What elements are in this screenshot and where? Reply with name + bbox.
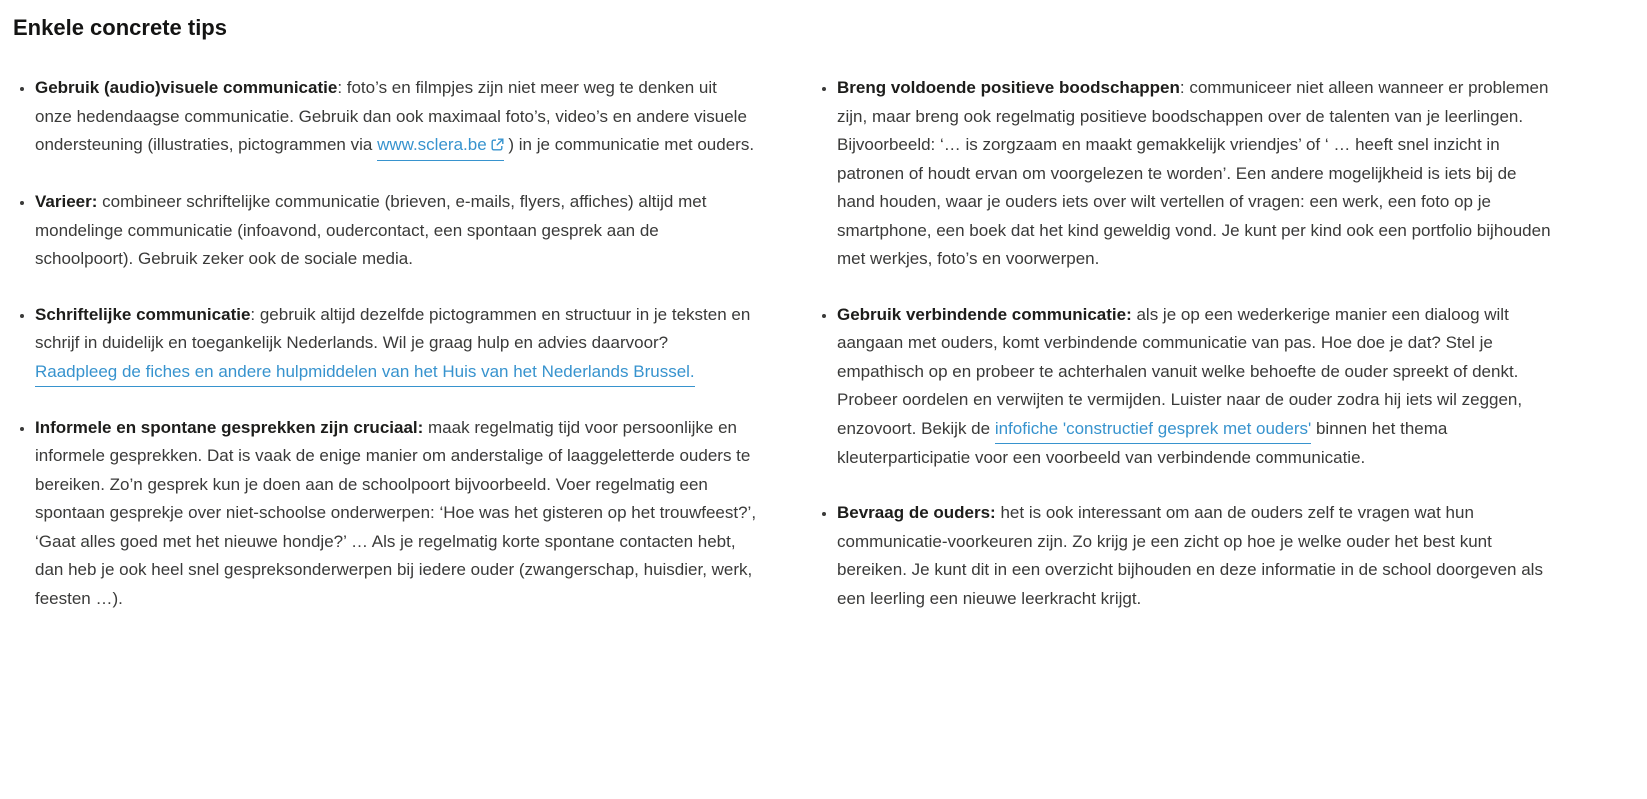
tip-text: : foto’s en filmpjes zijn niet meer weg te denken uit onze hedendaagse communicatie. Gebruik dan ook maximaal foto’s, video’s en andere visuele ondersteuning (illustraties, pictogrammen via bbox=[35, 78, 747, 154]
tip-text: ) in je communicatie met ouders. bbox=[503, 135, 755, 154]
bullet-icon bbox=[822, 87, 826, 91]
tip-text: maak regelmatig tijd voor persoonlijke en informele gesprekken. Dat is vaak de enige manier om anderstalige of laaggeletterde ouders te bereiken. Zo’n gesprek kun je doen aan de schoolpoort bijvoorbeeld. Voer regelmatig een spontaan gesprekje over niet-schoolse onderwerpen: ‘Hoe was het gisteren op het trouwfeest?’, ‘Gaat alles goed met het nieuwe hondje?’ … Als je regelmatig korte spontane contacten hebt, dan heb je ook heel snel gespreksonderwerpen bij iedere ouder (zwangerschap, huisdier, werk, feesten …). bbox=[35, 417, 757, 608]
bullet-icon bbox=[822, 314, 826, 318]
tip-lead: Gebruik (audio)visuele communicatie bbox=[35, 78, 338, 97]
tip-text: combineer schriftelijke communicatie (brieven, e-mails, flyers, affiches) altijd met mondelinge communicatie (infoavond, oudercontact, een spontaan gesprek aan de schoolpoort). Gebruik zeker ook de sociale media. bbox=[35, 192, 707, 268]
bullet-icon bbox=[20, 314, 24, 318]
list-item-verbindende-communicatie bbox=[815, 301, 1559, 473]
sclera-link[interactable] bbox=[377, 131, 504, 161]
tip-text: het is ook interessant om aan de ouders zelf te vragen wat hun communicatie-voorkeuren zijn. Zo krijg je een zicht op hoe je welke ouder het best kunt bereiken. Je kunt dit in een overzicht bijhouden en deze informatie in de school doorgeven als een leerling een nieuwe leerkracht krijgt. bbox=[837, 503, 1543, 608]
bullet-icon bbox=[822, 512, 826, 516]
tip-lead: Informele en spontane gesprekken zijn cruciaal: bbox=[35, 417, 424, 437]
tip-text: binnen het thema kleuterparticipatie voor een voorbeeld van verbindende communicatie. bbox=[837, 418, 1448, 467]
tip-lead: Gebruik verbindende communicatie: bbox=[837, 304, 1132, 324]
tip-lead: Bevraag de ouders: bbox=[837, 503, 996, 522]
tip-text: : communiceer niet alleen wanneer er problemen zijn, maar breng ook regelmatig positieve boodschappen over de talenten van je leerlingen. Bijvoorbeeld: ‘… is zorgzaam en maakt gemakkelijk vriendjes’ of ‘ … heeft snel inzicht in patronen of houdt ervan om voorgelezen te worden’. Een andere mogelijkheid is iets bij de hand houden, waar je ouders iets over wilt vertellen of vragen: een werk, een foto op je smartphone, een boek dat het kind geweldig vond. Je kunt per kind ook een portfolio bijhouden met werkjes, foto’s en voorwerpen. bbox=[837, 78, 1551, 268]
tip-lead: Breng voldoende positieve boodschappen bbox=[837, 78, 1180, 97]
huis-van-het-nederlands-link[interactable]: Raadpleeg de fiches en andere hulpmiddelen van het Huis van het Nederlands Brussel. bbox=[35, 358, 695, 387]
tips-column-left bbox=[13, 74, 757, 613]
list-item-schriftelijke-communicatie bbox=[13, 301, 757, 387]
list-item-varieer bbox=[13, 188, 757, 274]
list-item-audiovisuele-communicatie bbox=[13, 74, 757, 161]
list-item-positieve-boodschappen bbox=[815, 74, 1559, 274]
tips-column-right bbox=[815, 74, 1559, 613]
bullet-icon bbox=[20, 427, 24, 431]
infofiche-constructief-gesprek-link[interactable]: infofiche 'constructief gesprek met ouders' bbox=[995, 415, 1311, 444]
tip-text: : gebruik altijd dezelfde pictogrammen en structuur in je teksten en schrijf in duidelijk en toegankelijk Nederlands. Wil je graag hulp en advies daarvoor? bbox=[35, 304, 751, 352]
external-link-icon bbox=[491, 132, 504, 159]
link-label: www.sclera.be bbox=[377, 135, 487, 154]
tip-lead: Schriftelijke communicatie bbox=[35, 304, 251, 324]
list-item-informele-gesprekken bbox=[13, 414, 757, 614]
tips-columns bbox=[13, 74, 1559, 613]
tip-text: als je op een wederkerige manier een dialoog wilt aangaan met ouders, komt verbindende communicatie van pas. Hoe doe je dat? Stel je empathisch op en probeer te achterhalen vanuit welke behoefte de ouder spreekt of denkt. Probeer oordelen en verwijten te vermijden. Luister naar de ouder zodra hij iets wil zeggen, enzovoort. Bekijk de bbox=[837, 304, 1523, 438]
page-title: Enkele concrete tips bbox=[13, 15, 227, 40]
tip-lead: Varieer: bbox=[35, 192, 98, 211]
bullet-icon bbox=[20, 87, 24, 91]
bullet-icon bbox=[20, 201, 24, 205]
list-item-bevraag-de-ouders bbox=[815, 499, 1559, 613]
